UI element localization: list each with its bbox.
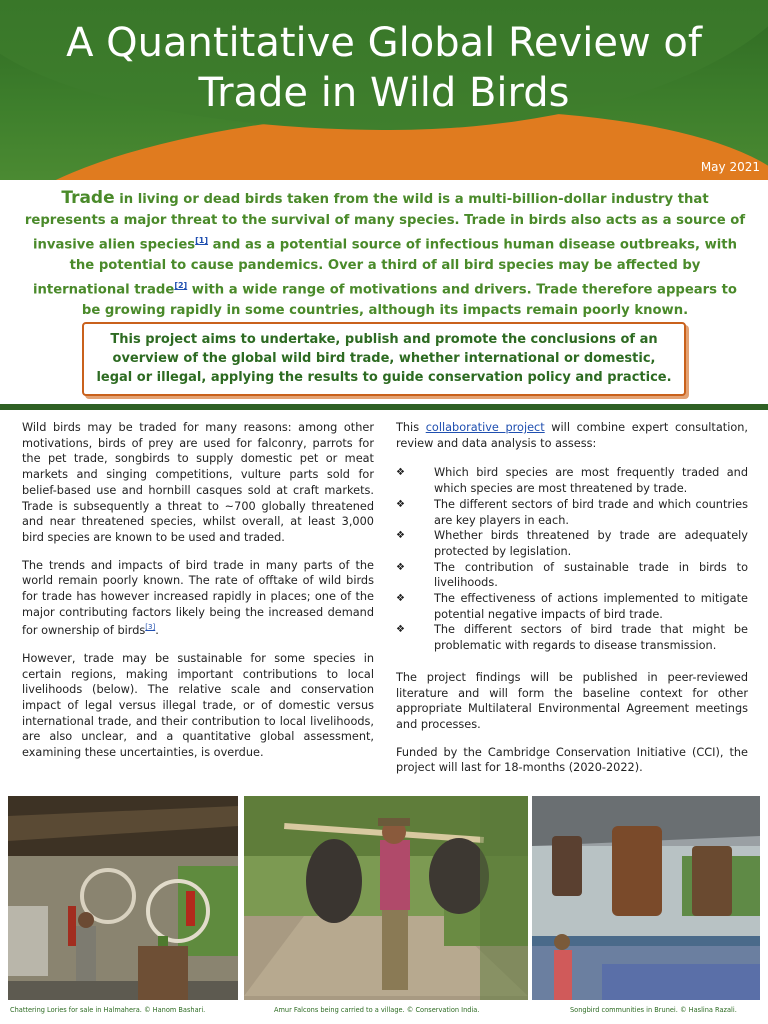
reference-link-1[interactable]: [1]	[195, 236, 209, 245]
list-item	[396, 528, 748, 559]
list-item	[396, 560, 748, 591]
diamond-bullet-icon: ❖	[396, 624, 405, 636]
collaborative-project-link[interactable]: collaborative project	[425, 421, 545, 434]
diamond-bullet-icon: ❖	[396, 561, 405, 573]
list-item	[396, 622, 748, 653]
list-item	[396, 591, 748, 622]
intro-text-2: and as a potential source of infectious human disease outbreaks, with the potential to cause pandemics. Over a third of all bird species may be affected by international trade	[32, 237, 737, 298]
publication-date: May 2021	[700, 160, 760, 174]
left-paragraph-3: However, trade may be sustainable for some species in certain regions, making important contributions to local livelihoods (below). The relative scale and conservation impact of legal versus illegal trade, or of domestic versus international trade, and their contribution to local livelihoods, are also unclear, and a quantitative global assessment, examining these uncertainties, is overdue.	[22, 651, 374, 760]
section-divider	[0, 404, 768, 410]
caption-songbirds: Songbird communities in Brunei. © Haslina Razali.	[570, 1006, 737, 1014]
list-item	[396, 497, 748, 528]
left-paragraph-2-end: .	[155, 624, 159, 638]
lories-market-image	[8, 796, 238, 1000]
left-paragraph-2-text: The trends and impacts of bird trade in many parts of the world remain poorly known. The rate of offtake of wild birds for trade has however increased rapidly in places; one of the major contributing factors likely being the increased demand for ownership of birds	[22, 558, 374, 638]
caption-lories: Chattering Lories for sale in Halmahera. © Hanom Bashari.	[10, 1006, 206, 1014]
project-aim-text: This project aims to undertake, publish and promote the conclusions of an overview of the global wild bird trade, whether international or domestic, legal or illegal, applying the results to guide conservation policy and practice.	[96, 332, 672, 385]
left-paragraph-1: Wild birds may be traded for many reasons: among other motivations, birds of prey are used for falconry, parrots for the pet trade, songbirds to supply domestic pet or meat markets and singing competitions, vulture parts sold for belief-based use and hornbill casques sold at craft markets. Trade is subsequently a threat to ~700 globally threatened and near threatened species, whilst overall, at least 3,000 bird species are known to be used and traded.	[22, 421, 374, 544]
list-item-text: Which bird species are most frequently traded and which species are most threatened by trade.	[434, 466, 748, 496]
diamond-bullet-icon: ❖	[396, 530, 405, 542]
photo-lories-market	[8, 796, 238, 1000]
assessment-list	[396, 465, 748, 653]
funding-paragraph: Funded by the Cambridge Conservation Initiative (CCI), the project will last for 18-months (2020-2022).	[396, 745, 748, 775]
right-intro-end: will combine expert consultation, review and data analysis to assess:	[396, 421, 749, 450]
header-banner	[0, 0, 768, 180]
photo-amur-falcons	[244, 796, 528, 1000]
left-column	[22, 420, 374, 773]
right-column	[396, 420, 748, 788]
intro-lead-word: Trade	[61, 188, 115, 208]
intro-paragraph	[22, 188, 748, 322]
caption-falcons: Amur Falcons being carried to a village. © Conservation India.	[274, 1006, 480, 1014]
intro-text-3: with a wide range of motivations and drivers. Trade therefore appears to be growing rapidly in some countries, although its impacts remain poorly known.	[81, 282, 737, 319]
list-item-text: Whether birds threatened by trade are adequately protected by legislation.	[434, 529, 748, 558]
right-intro-start: This	[396, 421, 426, 434]
reference-link-2[interactable]: [2]	[174, 281, 188, 291]
findings-paragraph: The project findings will be published in peer-reviewed literature and will form the baseline context for other appropriate Multilateral Environmental Agreement meetings and processes.	[396, 670, 748, 731]
amur-falcons-image	[244, 796, 528, 1000]
intro-text-1: in living or dead birds taken from the wild is a multi-billion-dollar industry that represents a major threat to the survival of many species. Trade in birds also acts as a source of invasive alien species	[24, 192, 746, 253]
title-line-2: Trade in Wild Birds	[198, 70, 570, 116]
list-item	[396, 465, 748, 496]
right-intro	[396, 420, 748, 451]
title-line-1: A Quantitative Global Review of	[66, 20, 702, 66]
diamond-bullet-icon: ❖	[396, 593, 405, 605]
photo-songbird-communities	[532, 796, 760, 1000]
diamond-bullet-icon: ❖	[396, 467, 405, 479]
diamond-bullet-icon: ❖	[396, 498, 405, 510]
songbird-communities-image	[532, 796, 760, 1000]
page-title	[0, 18, 768, 118]
list-item-text: The different sectors of bird trade that might be problematic with regards to disease transmission.	[434, 623, 748, 653]
list-item-text: The different sectors of bird trade and which countries are key players in each.	[434, 497, 748, 527]
left-paragraph-2	[22, 558, 374, 639]
list-item-text: The contribution of sustainable trade in birds to livelihoods.	[434, 560, 748, 590]
list-item-text: The effectiveness of actions implemented to mitigate potential negative impacts of bird trade.	[434, 592, 748, 621]
reference-link-3[interactable]: [3]	[145, 623, 156, 632]
project-aim-box	[82, 322, 686, 396]
